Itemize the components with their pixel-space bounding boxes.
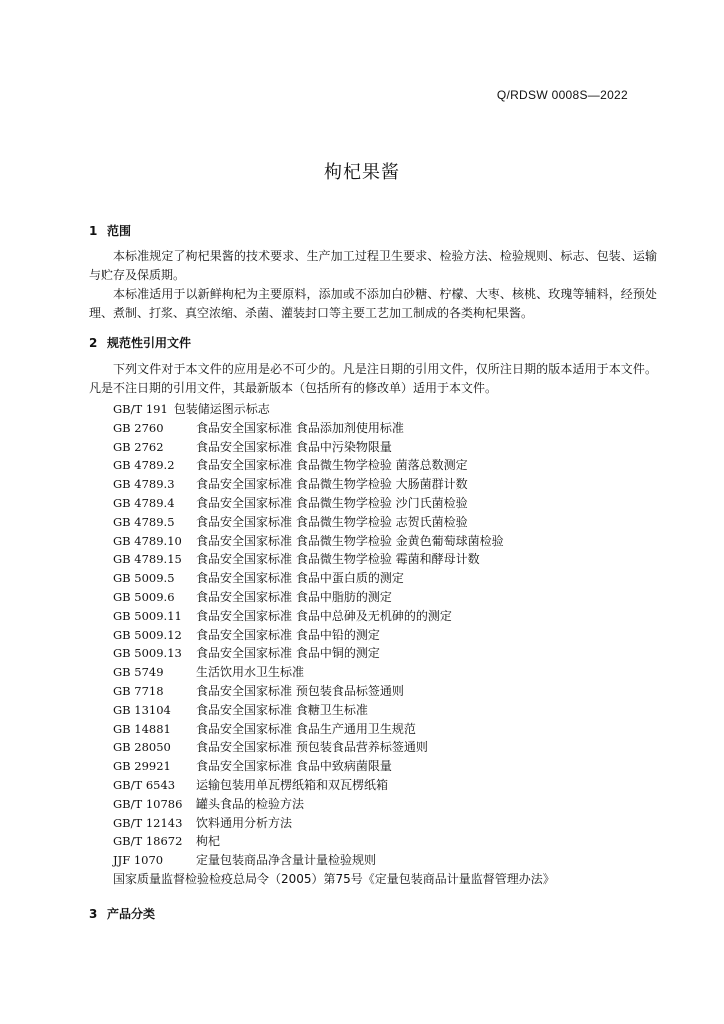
section-number: 3 xyxy=(89,907,98,921)
reference-item xyxy=(113,776,555,795)
references-intro-paragraph: 下列文件对于本文件的应用是必不可少的。凡是注日期的引用文件，仅所注日期的版本适用于本文件。凡是不注日期的引用文件，其最新版本（包括所有的修改单）适用于本文件。 xyxy=(89,362,657,395)
reference-code: GB 14881 xyxy=(113,721,171,736)
reference-item xyxy=(113,588,555,607)
reference-code: GB 4789.3 xyxy=(113,477,175,492)
reference-item xyxy=(113,851,555,870)
reference-title: 食品安全国家标准 食品中总砷及无机砷的的测定 xyxy=(196,608,452,623)
reference-title: 饮料通用分析方法 xyxy=(196,815,293,830)
reference-item xyxy=(113,550,555,569)
reference-code: GB 4789.2 xyxy=(113,458,175,473)
section-title: 规范性引用文件 xyxy=(107,336,192,350)
reference-item xyxy=(113,419,555,438)
reference-code: GB 28050 xyxy=(113,740,171,755)
reference-item xyxy=(113,438,555,457)
reference-item xyxy=(113,475,555,494)
reference-code: GB 4789.15 xyxy=(113,552,182,567)
reference-code: GB 5009.5 xyxy=(113,571,175,586)
section-title: 产品分类 xyxy=(107,907,156,921)
reference-item xyxy=(113,626,555,645)
reference-title: 食品安全国家标准 食品微生物学检验 菌落总数测定 xyxy=(196,458,468,473)
reference-item xyxy=(113,757,555,776)
reference-item xyxy=(113,494,555,513)
reference-code: GB 7718 xyxy=(113,683,164,698)
reference-item xyxy=(113,532,555,551)
reference-title: 运输包装用单瓦楞纸箱和双瓦楞纸箱 xyxy=(196,777,389,792)
section-heading-product-classification xyxy=(89,905,155,922)
reference-code: JJF 1070 xyxy=(113,853,164,868)
reference-title: 食品安全国家标准 食糖卫生标准 xyxy=(196,702,368,717)
reference-title: 食品安全国家标准 食品添加剂使用标准 xyxy=(196,420,404,435)
reference-item xyxy=(113,682,555,701)
reference-item xyxy=(113,513,555,532)
reference-code: GB/T 10786 xyxy=(113,796,183,811)
reference-code: GB 5009.6 xyxy=(113,589,175,604)
reference-list xyxy=(113,400,555,889)
reference-item xyxy=(113,701,555,720)
reference-code: GB/T 6543 xyxy=(113,777,176,792)
reference-title: 食品安全国家标准 食品中铅的测定 xyxy=(196,627,380,642)
document-code: Q/RDSW 0008S—2022 xyxy=(496,88,628,102)
section-heading-scope xyxy=(89,222,131,239)
reference-code: GB 4789.4 xyxy=(113,495,175,510)
reference-item xyxy=(113,795,555,814)
reference-code: GB 4789.10 xyxy=(113,533,182,548)
reference-title: 国家质量监督检验检疫总局令（2005）第75号《定量包装商品计量监督管理办法》 xyxy=(113,871,555,886)
reference-title: 食品安全国家标准 食品微生物学检验 大肠菌群计数 xyxy=(196,477,468,492)
reference-title: 食品安全国家标准 预包装食品营养标签通则 xyxy=(196,740,428,755)
reference-title: 食品安全国家标准 食品中脂肪的测定 xyxy=(196,589,392,604)
reference-title: 食品安全国家标准 食品微生物学检验 霉菌和酵母计数 xyxy=(196,552,480,567)
document-title: 枸杞果酱 xyxy=(324,162,400,183)
reference-item xyxy=(113,832,555,851)
reference-item xyxy=(113,663,555,682)
reference-title: 食品安全国家标准 食品微生物学检验 沙门氏菌检验 xyxy=(196,495,468,510)
reference-title: 生活饮用水卫生标准 xyxy=(196,665,305,680)
reference-item xyxy=(113,569,555,588)
reference-title: 罐头食品的检验方法 xyxy=(196,796,305,811)
reference-code: GB 2760 xyxy=(113,420,164,435)
reference-item xyxy=(113,720,555,739)
scope-paragraph-1: 本标准规定了枸杞果酱的技术要求、生产加工过程卫生要求、检验方法、检验规则、标志、包装、运输与贮存及保质期。 xyxy=(89,249,657,282)
reference-item xyxy=(113,738,555,757)
reference-code: GB 13104 xyxy=(113,702,171,717)
section-heading-normative-references xyxy=(89,334,191,351)
reference-title: 枸杞 xyxy=(196,834,221,849)
reference-code: GB 2762 xyxy=(113,439,164,454)
reference-title: 食品安全国家标准 预包装食品标签通则 xyxy=(196,683,404,698)
reference-title: 食品安全国家标准 食品中铜的测定 xyxy=(196,646,380,661)
reference-title: 食品安全国家标准 食品生产通用卫生规范 xyxy=(196,721,416,736)
reference-title: 食品安全国家标准 食品微生物学检验 志贺氏菌检验 xyxy=(196,514,468,529)
reference-code: GB/T 191 xyxy=(113,402,168,416)
reference-title: 定量包装商品净含量计量检验规则 xyxy=(196,853,377,868)
reference-code: GB/T 12143 xyxy=(113,815,183,830)
reference-title: 包装储运图示标志 xyxy=(173,402,270,416)
reference-title: 食品安全国家标准 食品中污染物限量 xyxy=(196,439,392,454)
reference-item xyxy=(113,607,555,626)
scope-paragraph-2: 本标准适用于以新鲜枸杞为主要原料，添加或不添加白砂糖、柠檬、大枣、核桃、玫瑰等辅料，经预处理、煮制、打浆、真空浓缩、杀菌、灌装封口等主要工艺加工制成的各类枸杞果酱。 xyxy=(89,287,657,320)
reference-item xyxy=(113,644,555,663)
reference-title: 食品安全国家标准 食品中致病菌限量 xyxy=(196,759,392,774)
section-number: 1 xyxy=(89,224,98,238)
section-title: 范围 xyxy=(107,224,132,238)
reference-code: GB 29921 xyxy=(113,759,171,774)
reference-title: 食品安全国家标准 食品中蛋白质的测定 xyxy=(196,571,404,586)
reference-item xyxy=(113,814,555,833)
reference-code: GB 4789.5 xyxy=(113,514,175,529)
reference-item xyxy=(113,400,555,419)
reference-code: GB 5009.12 xyxy=(113,627,182,642)
reference-item xyxy=(113,870,555,889)
section-number: 2 xyxy=(89,336,98,350)
reference-code: GB 5749 xyxy=(113,665,164,680)
reference-code: GB 5009.11 xyxy=(113,608,182,623)
reference-title: 食品安全国家标准 食品微生物学检验 金黄色葡萄球菌检验 xyxy=(196,533,504,548)
reference-item xyxy=(113,456,555,475)
reference-code: GB/T 18672 xyxy=(113,834,183,849)
reference-code: GB 5009.13 xyxy=(113,646,182,661)
